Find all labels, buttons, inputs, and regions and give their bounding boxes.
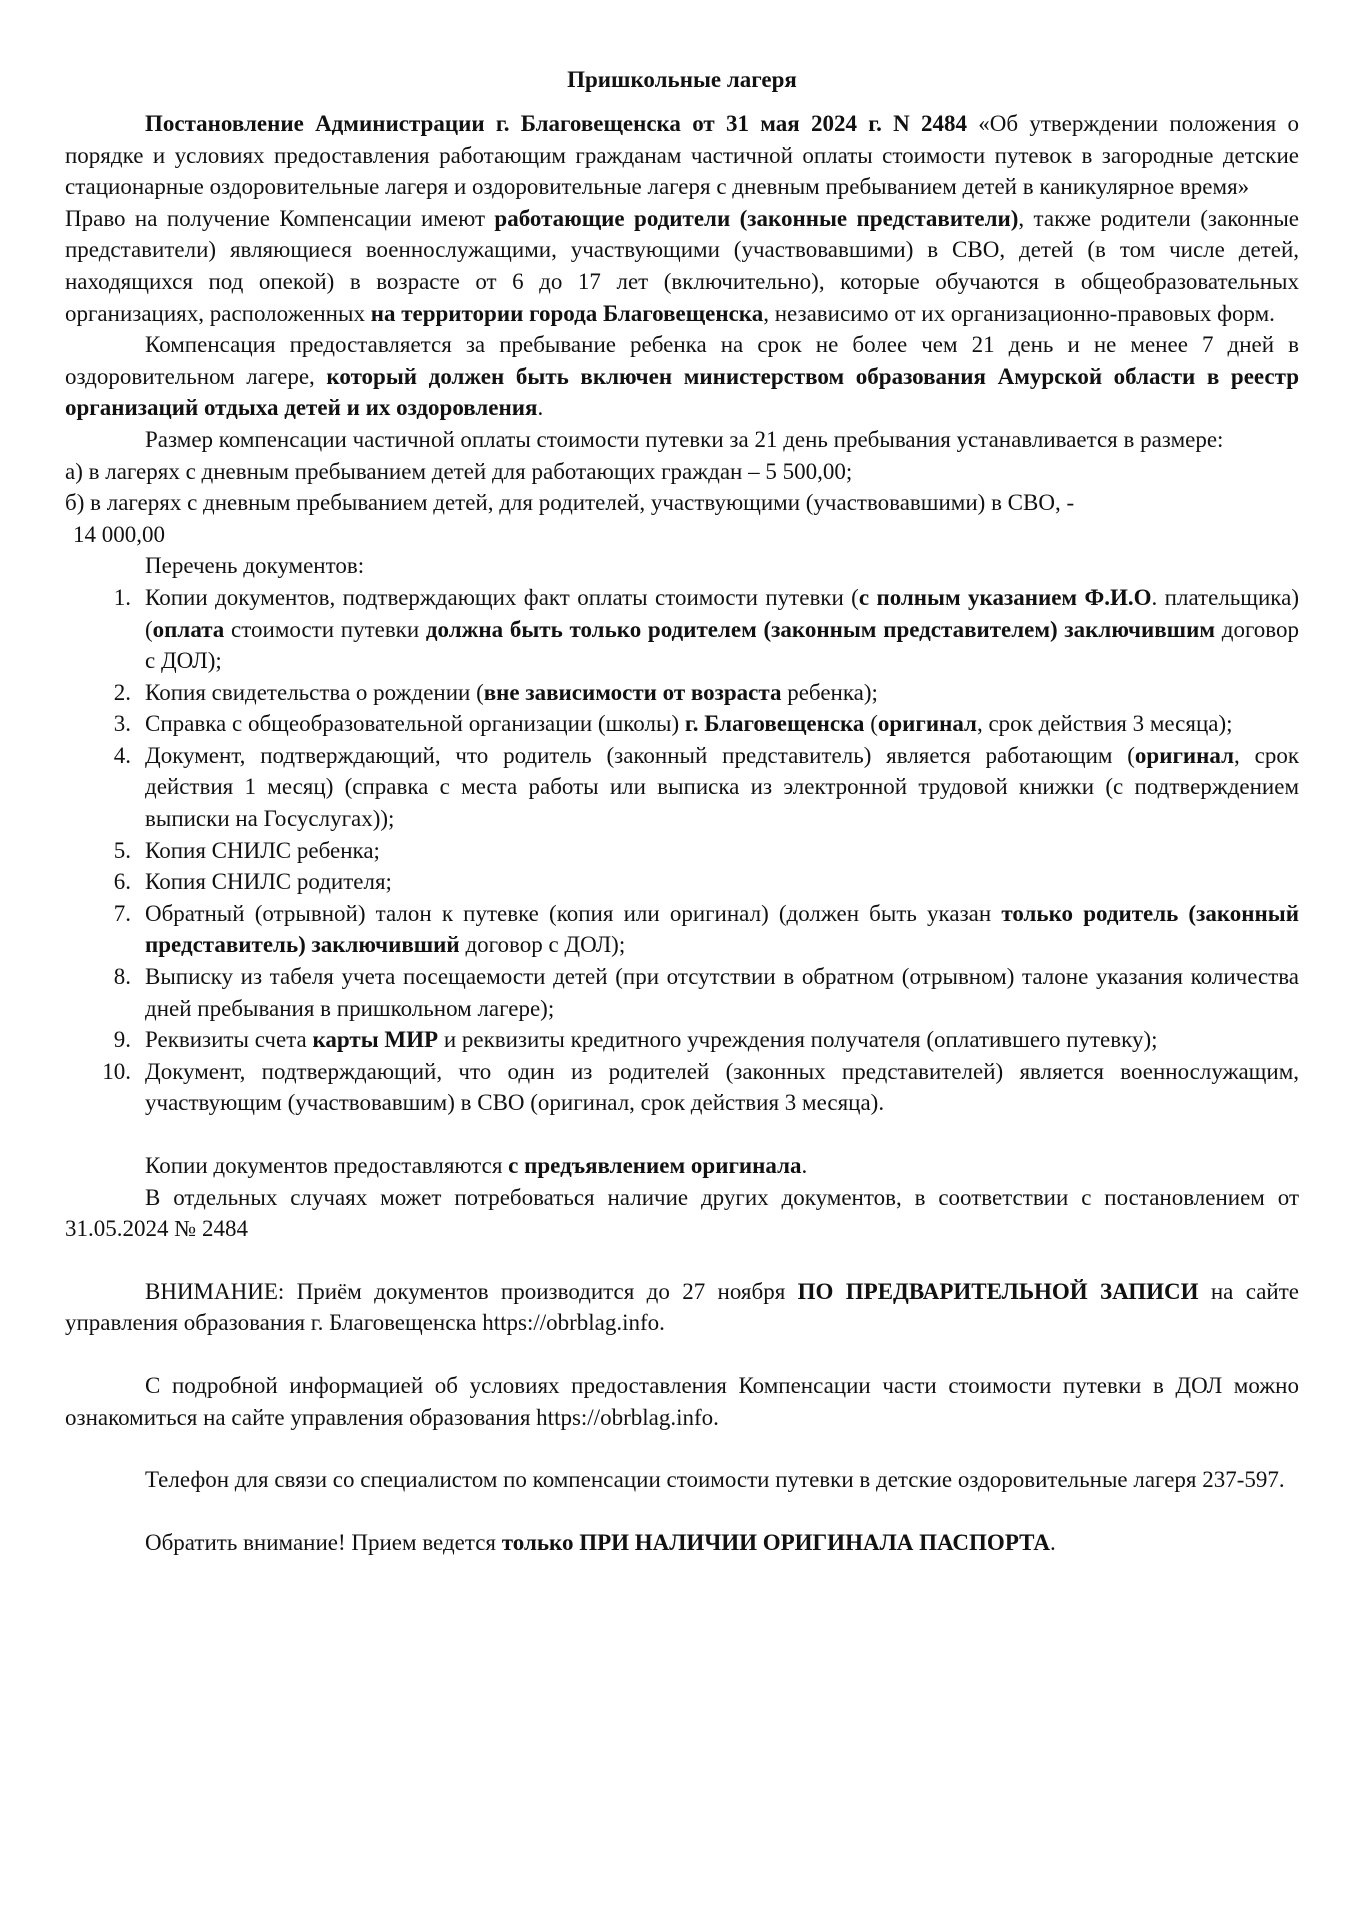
item-text: . плательщика) (: [145, 584, 1299, 642]
eligibility-emphasis: на территории города Благовещенска: [370, 300, 764, 326]
item-text: Выписку из табеля учета посещаемости детей (при отсутствии в обратном (отрывном) талоне указания количества дней пребывания в пришкольном лагере);: [145, 964, 1299, 1021]
item-text: (: [864, 711, 878, 737]
item-text: Документ, подтверждающий, что родитель (законный представитель) является работающим (: [145, 742, 1135, 768]
spacer: [65, 1433, 1299, 1464]
document-title: Пришкольные лагеря: [567, 67, 797, 92]
list-number: 4.: [113, 742, 131, 768]
item-emphasis: с полным указанием Ф.И.О: [858, 584, 1152, 610]
list-item: [65, 898, 1299, 961]
item-text: , срок действия 1 месяц) (справка с места работы или выписка из электронной трудовой книжки (с подтверждением выписки на Госуслугах));: [145, 742, 1299, 832]
list-number: 3.: [113, 711, 131, 737]
eligibility-text: , независимо от их организационно-правовых форм.: [763, 300, 1275, 326]
list-number: 7.: [113, 900, 131, 926]
copies-emphasis: с предъявлением оригинала: [508, 1153, 802, 1178]
eligibility-emphasis: работающие родители (законные представители): [494, 205, 1019, 231]
size-option-b-amount: 14 000,00: [73, 521, 165, 547]
item-text: и реквизиты кредитного учреждения получателя (оплатившего путевку);: [438, 1027, 1158, 1053]
notice-paragraph: [65, 1527, 1299, 1559]
list-number: 1.: [113, 584, 131, 610]
item-text: ребенка);: [781, 679, 878, 705]
notice-text: .: [1049, 1529, 1056, 1555]
compensation-text: .: [537, 395, 544, 421]
list-number: 6.: [113, 869, 131, 895]
list-item: [65, 677, 1299, 709]
item-emphasis: только родитель (законный представитель) заключивший: [145, 900, 1299, 958]
copies-text: Копии документов предоставляются: [145, 1153, 509, 1178]
size-option-a: а) в лагерях с дневным пребыванием детей для работающих граждан – 5 500,00;: [65, 458, 853, 484]
attention-text: на сайте управления образования г. Благовещенска https://obrblag.info.: [65, 1278, 1299, 1336]
decree-reference: Постановление Администрации г. Благовещенска от 31 мая 2024 г. N 2484: [145, 111, 967, 136]
item-emphasis: г. Благовещенска: [684, 711, 865, 737]
item-emphasis: карты МИР: [312, 1027, 439, 1053]
item-text: , срок действия 3 месяца);: [976, 711, 1233, 737]
attention-text: ВНИМАНИЕ: Приём документов производится до 27 ноября: [145, 1278, 798, 1304]
notice-emphasis: только ПРИ НАЛИЧИИ ОРИГИНАЛА ПАСПОРТА: [501, 1529, 1050, 1555]
copies-text: .: [801, 1153, 808, 1178]
item-text: Копии документов, подтверждающих факт оплаты стоимости путевки (: [145, 584, 859, 610]
list-item: [65, 582, 1299, 677]
item-emphasis: оригинал: [877, 711, 977, 737]
list-number: 5.: [113, 837, 131, 863]
list-item: [65, 708, 1299, 740]
list-item: [65, 866, 1299, 898]
item-text: Справка с общеобразовательной организации (школы): [145, 711, 685, 737]
item-emphasis: оригинал: [1134, 742, 1235, 768]
docs-header: Перечень документов:: [145, 553, 365, 579]
item-text: стоимости путевки: [224, 616, 426, 642]
decree-paragraph: [65, 108, 1299, 203]
item-emphasis: вне зависимости от возраста: [483, 679, 782, 705]
details-paragraph: С подробной информацией об условиях предоставления Компенсации части стоимости путевки в ДОЛ можно ознакомиться на сайте управления образования https://obrblag.info.: [65, 1372, 1299, 1430]
list-item: [65, 961, 1299, 1024]
list-number: 9.: [113, 1027, 131, 1053]
compensation-text: Компенсация предоставляется за пребывание ребенка на срок не более чем 21 день и не менее 7 дней в оздоровительном лагере,: [65, 332, 1299, 389]
compensation-paragraph: [65, 329, 1299, 424]
list-item: [65, 1024, 1299, 1056]
documents-list: [65, 582, 1299, 1119]
copies-paragraph: [65, 1150, 1299, 1182]
item-emphasis: оплата: [152, 616, 225, 642]
other-docs-paragraph: В отдельных случаях может потребоваться наличие других документов, в соответствии с постановлением от 31.05.2024 № 2484: [65, 1184, 1299, 1242]
list-item: [65, 835, 1299, 867]
size-option-b: б) в лагерях с дневным пребыванием детей, для родителей, участвующими (участвовавшими) в СВО, -: [65, 490, 1075, 516]
item-text: Копия СНИЛС ребенка;: [145, 837, 380, 863]
attention-paragraph: [65, 1276, 1299, 1339]
phone-paragraph: Телефон для связи со специалистом по компенсации стоимости путевки в детские оздоровительные лагеря 237-597.: [145, 1467, 1285, 1493]
list-item: [65, 1056, 1299, 1119]
compensation-emphasis: который должен быть включен министерством образования Амурской области в реестр организаций отдыха детей и их оздоровления: [65, 363, 1299, 421]
spacer: [65, 1119, 1299, 1150]
list-number: 8.: [113, 964, 131, 990]
item-text: Обратный (отрывной) талон к путевке (копия или оригинал) (должен быть указан: [145, 900, 1002, 926]
item-text: Копия СНИЛС родителя;: [145, 869, 392, 895]
item-emphasis: должна быть только родителем (законным представителем) заключившим: [425, 616, 1215, 642]
eligibility-text: , также родители (законные представители) являющиеся военнослужащими, участвующими (участвовавшими) в СВО, детей (в том числе детей, находящихся под опекой) в возрасте от 6 до 17 лет (включительно), которые обучаются в общеобразовательных организациях, расположенных: [65, 205, 1300, 326]
attention-emphasis: ПО ПРЕДВАРИТЕЛЬНОЙ ЗАПИСИ: [797, 1278, 1199, 1304]
spacer: [65, 1496, 1299, 1527]
decree-description: «Об утверждении положения о порядке и условиях предоставления работающим гражданам частичной оплаты стоимости путевок в загородные детские стационарные оздоровительные лагеря и оздоровительные лагеря с дневным пребыванием детей в каникулярное время»: [65, 111, 1299, 200]
list-item: [65, 740, 1299, 835]
item-text: Копия свидетельства о рождении (: [145, 679, 484, 705]
eligibility-text: Право на получение Компенсации имеют: [65, 205, 495, 231]
spacer: [65, 1245, 1299, 1276]
list-number: 2.: [113, 679, 131, 705]
item-text: договор с ДОЛ);: [145, 616, 1300, 674]
item-text: договор с ДОЛ);: [459, 932, 626, 958]
eligibility-paragraph: [65, 203, 1299, 329]
size-intro: Размер компенсации частичной оплаты стоимости путевки за 21 день пребывания устанавливается в размере:: [145, 426, 1224, 452]
spacer: [65, 1339, 1299, 1370]
item-text: Документ, подтверждающий, что один из родителей (законных представителей) является военнослужащим, участвующим (участвовавшим) в СВО (оригинал, срок действия 3 месяца).: [145, 1058, 1299, 1116]
item-text: Реквизиты счета: [145, 1027, 313, 1053]
list-number: 10.: [102, 1058, 131, 1084]
notice-text: Обратить внимание! Прием ведется: [145, 1529, 502, 1555]
